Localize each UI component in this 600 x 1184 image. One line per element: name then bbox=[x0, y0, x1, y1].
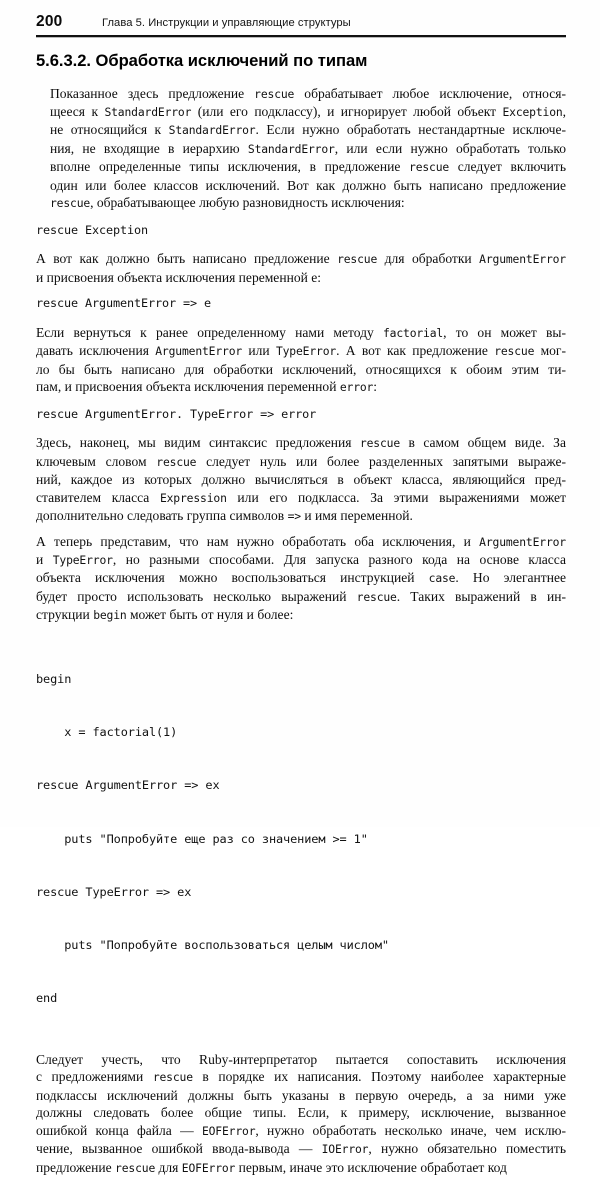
code-block-begin-rescue bbox=[36, 636, 566, 1043]
code-snippet-rescue-exception: rescue Exception bbox=[36, 222, 149, 237]
text-line: один или более классов исключений. Вот как должно быть написано предложение bbox=[50, 177, 566, 193]
text-line: ний, каждое из которых должно вычисляться в объект класса, являющийся пред- bbox=[36, 472, 566, 488]
paragraph-6 bbox=[36, 1051, 566, 1177]
text-line: вполне определенные типы исключения, в предложение rescue следует включить bbox=[50, 159, 566, 175]
header-divider bbox=[36, 35, 566, 37]
text-line: дополнительно следовать группа символов => и имя переменной. bbox=[36, 508, 413, 524]
text-line: объекта исключения можно воспользоваться инструкцией case. Но элегантнее bbox=[36, 570, 566, 586]
text-line: чение, вызванное ошибкой ввода-вывода — IOError, нужно обязательно поместить bbox=[36, 1141, 566, 1157]
text-line: А вот как должно быть написано предложение rescue для обработки ArgumentError bbox=[36, 251, 566, 267]
text-line: струкции begin может быть от нуля и более: bbox=[36, 607, 294, 623]
text-line: будет просто использовать несколько выражений rescue. Таких выражений в ин- bbox=[36, 588, 566, 604]
text-line: предложение rescue для EOFError первым, иначе это исключение обработает код bbox=[36, 1159, 507, 1175]
text-line: Здесь, наконец, мы видим синтаксис предложения rescue в самом общем виде. За bbox=[36, 435, 566, 451]
code-line: rescue ArgumentError => ex bbox=[36, 778, 220, 793]
text-line: ошибкой конца файла — EOFError, нужно обработать несколько иначе, чем исклю- bbox=[36, 1122, 566, 1138]
paragraph-4 bbox=[36, 434, 566, 525]
paragraph-2 bbox=[36, 250, 566, 286]
code-line: puts "Попробуйте еще раз со значением >= 1" bbox=[36, 831, 368, 846]
chapter-title: Глава 5. Инструкции и управляющие структуры bbox=[102, 17, 351, 29]
paragraph-5 bbox=[36, 533, 566, 625]
code-line: end bbox=[36, 990, 58, 1005]
paragraph-1 bbox=[36, 85, 566, 213]
code-line: puts "Попробуйте воспользоваться целым числом" bbox=[36, 937, 389, 952]
code-line: x = factorial(1) bbox=[36, 725, 178, 740]
text-line: Если вернуться к ранее определенному нами методу factorial, то он может вы- bbox=[36, 324, 566, 340]
text-line: пам, и присвоения объекта исключения переменной error: bbox=[36, 379, 378, 395]
text-line: rescue, обрабатывающее любую разновидность исключения: bbox=[50, 195, 405, 211]
text-column bbox=[36, 47, 566, 1184]
paragraph-3 bbox=[36, 324, 566, 397]
text-line: подклассы исключений должны быть указаны в первую очередь, а за ними уже bbox=[36, 1087, 566, 1103]
text-line: щееся к StandardError (или его подклассу), и игнорирует любой объект Exception, bbox=[50, 104, 566, 120]
text-line: ния, не входящие в иерархию StandardError, или если нужно обработать только bbox=[50, 140, 566, 156]
text-line: с предложениями rescue в порядке их написания. Поэтому наиболее характерные bbox=[36, 1069, 566, 1085]
text-line: А теперь представим, что нам нужно обработать оба исключения, и ArgumentError bbox=[36, 533, 566, 549]
running-head bbox=[36, 13, 566, 31]
section-heading: 5.6.3.2. Обработка исключений по типам bbox=[36, 51, 368, 70]
text-line: ставителем класса Expression или его подкласса. За этими выражениями может bbox=[36, 489, 566, 505]
page-number: 200 bbox=[36, 13, 63, 30]
code-snippet-rescue-argumenterror: rescue ArgumentError => e bbox=[36, 296, 212, 311]
code-line: rescue TypeError => ex bbox=[36, 884, 192, 899]
code-line: begin bbox=[36, 672, 72, 687]
text-line: давать исключения ArgumentError или TypeError. А вот как предложение rescue мог- bbox=[36, 343, 566, 359]
text-line: должны следовать более общие типы. Если, к примеру, исключение, вызванное bbox=[36, 1105, 566, 1121]
text-line: ключевым словом rescue следует нуль или более разделенных запятыми выраже- bbox=[36, 453, 566, 469]
text-line: и присвоения объекта исключения переменной e: bbox=[36, 269, 322, 285]
text-line: Показанное здесь предложение rescue обрабатывает любое исключение, относя- bbox=[50, 85, 566, 101]
text-line: не относящийся к StandardError. Если нужно обработать нестандартные исключе- bbox=[50, 122, 566, 138]
text-line: ло бы быть написано для обработки исключений, относящихся к обоим этим ти- bbox=[36, 361, 566, 377]
text-line: и TypeError, но разными способами. Для запуска разного кода на основе класса bbox=[36, 551, 566, 567]
code-snippet-rescue-two-types: rescue ArgumentError. TypeError => error bbox=[36, 406, 317, 421]
text-line: Следует учесть, что Ruby-интерпретатор пытается сопоставить исключения bbox=[36, 1051, 566, 1067]
